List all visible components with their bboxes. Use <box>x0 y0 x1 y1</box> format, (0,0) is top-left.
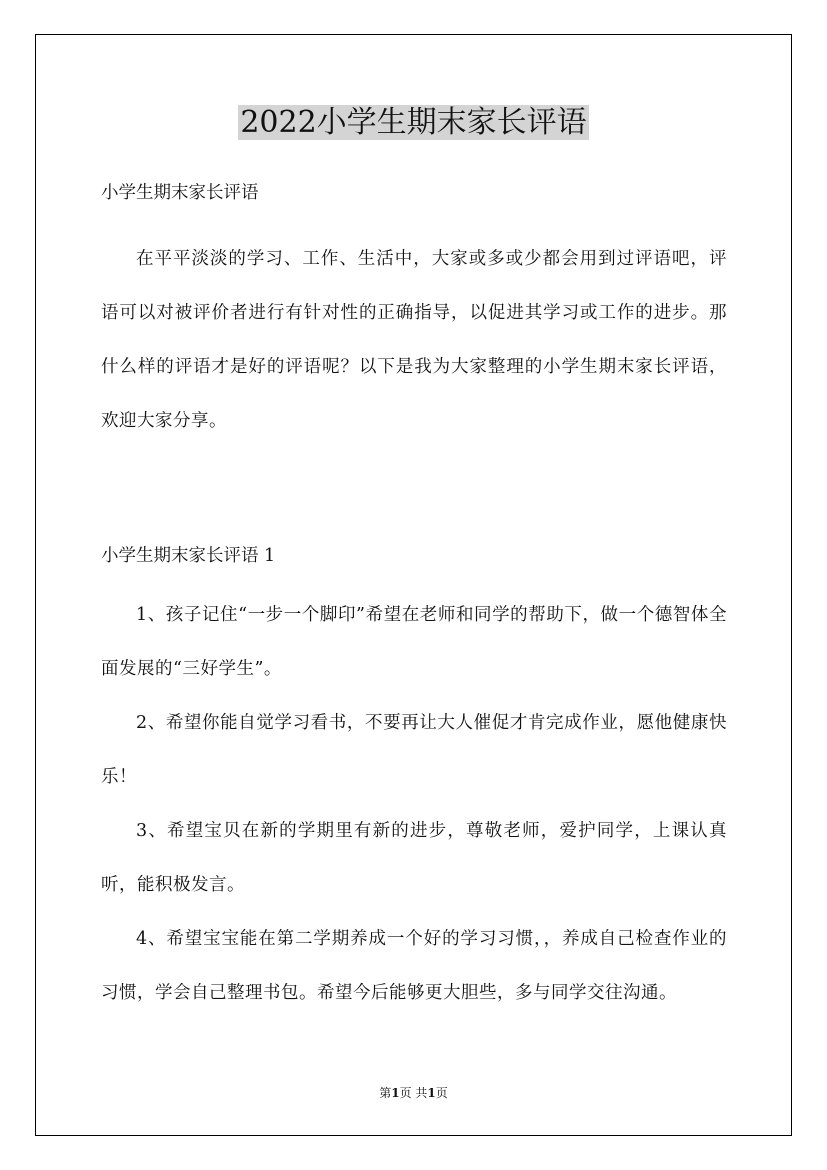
page-suffix: 页 <box>435 1086 448 1100</box>
section-heading: 小学生期末家长评语 <box>101 183 259 203</box>
document-body <box>101 177 727 1020</box>
page-total: 1 <box>427 1086 436 1100</box>
page-footer <box>0 1084 827 1101</box>
document-title <box>0 103 827 143</box>
comment-item: 1、孩子记住“一步一个脚印”希望在老师和同学的帮助下，做一个德智体全面发展的“三好学生”。 <box>101 605 727 679</box>
comment-list <box>101 588 727 1020</box>
page-mid: 页 共 <box>399 1086 428 1100</box>
document-title-text: 2022小学生期末家长评语 <box>240 105 587 140</box>
comment-item: 2、希望你能自觉学习看书，不要再让大人催促才肯完成作业，愿他健康快乐！ <box>101 713 727 787</box>
spacer <box>101 448 727 540</box>
page-prefix: 第 <box>379 1086 392 1100</box>
section-heading-1: 小学生期末家长评语 1 <box>101 546 276 566</box>
page-current: 1 <box>391 1086 400 1100</box>
comment-item: 4、希望宝宝能在第二学期养成一个好的学习习惯，，养成自己检查作业的习惯，学会自己整理书包。希望今后能够更大胆些，多与同学交往沟通。 <box>101 929 727 1003</box>
comment-item: 3、希望宝贝在新的学期里有新的进步，尊敬老师，爱护同学，上课认真听，能积极发言。 <box>101 821 727 895</box>
intro-paragraph: 在平平淡淡的学习、工作、生活中，大家或多或少都会用到过评语吧，评语可以对被评价者进行有针对性的正确指导，以促进其学习或工作的进步。那什么样的评语才是好的评语呢？以下是我为大家整理的小学生期末家长评语，欢迎大家分享。 <box>101 249 727 431</box>
